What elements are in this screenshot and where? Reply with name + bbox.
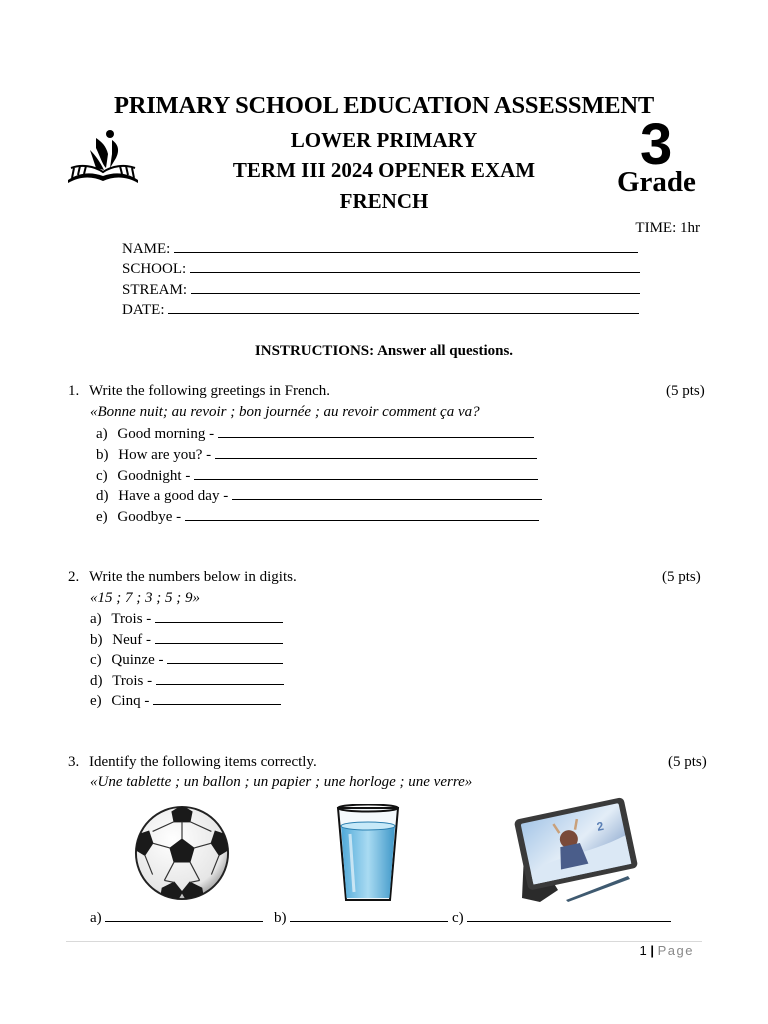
answer-line[interactable] [290,909,448,922]
date-field[interactable] [122,301,639,319]
level-heading: LOWER PRIMARY [290,128,478,152]
name-field[interactable] [122,240,638,258]
answer-line[interactable] [153,692,281,705]
item-text: Goodbye - [117,509,182,525]
question-2 [68,569,297,586]
answer-a [90,909,263,927]
item-text: Quinze - [111,652,164,668]
grade-number: 3 [640,112,673,177]
name-answer-line[interactable] [174,240,638,253]
list-item [96,467,538,485]
item-letter: e) [90,693,102,709]
list-item [90,631,283,649]
instructions-label: INSTRUCTIONS: [254,343,375,359]
question-2-hint: «15 ; 7 ; 3 ; 5 ; 9» [90,590,200,606]
item-letter: d) [90,673,103,689]
question-3 [68,754,317,771]
exam-time: TIME: 1hr [635,220,700,236]
school-answer-line[interactable] [190,260,640,273]
date-answer-line[interactable] [168,301,639,314]
footer-divider [66,941,702,942]
list-item [96,508,539,526]
question-number: 2. [68,569,80,585]
item-letter: a) [96,426,108,442]
answer-line[interactable] [105,909,263,922]
list-item [96,446,537,464]
item-letter: b) [96,447,109,463]
question-2-points: (5 pts) [662,569,701,585]
question-prompt: Write the numbers below in digits. [89,569,297,585]
item-text: Neuf - [112,632,151,648]
item-letter: a) [90,611,102,627]
answer-line[interactable] [467,909,671,922]
exam-heading: TERM III 2024 OPENER EXAM [232,158,536,182]
stream-answer-line[interactable] [191,281,640,294]
question-1 [68,383,330,400]
item-letter: b) [90,632,103,648]
question-prompt: Write the following greetings in French. [89,383,331,399]
item-text: Good morning - [117,426,215,442]
glass-of-water-icon [334,804,402,904]
list-item [96,425,534,443]
item-text: Cinq - [111,693,150,709]
item-letter: a) [90,910,102,926]
answer-line[interactable] [194,467,538,480]
answer-c [452,909,671,927]
answer-line[interactable] [155,631,283,644]
list-item [90,651,283,669]
question-1-points: (5 pts) [666,383,705,399]
item-letter: d) [96,488,109,504]
answer-line[interactable] [156,672,284,685]
item-text: Have a good day - [118,488,229,504]
answer-line[interactable] [232,487,542,500]
page-number: 1 [639,943,647,958]
question-1-hint: «Bonne nuit; au revoir ; bon journée ; au revoir comment ça va? [90,404,480,420]
instructions [0,343,768,360]
page-label: Page [657,943,694,958]
question-prompt: Identify the following items correctly. [89,754,317,770]
school-label: SCHOOL: [122,261,187,277]
tablet-icon [512,794,638,904]
question-number: 3. [68,754,80,770]
answer-line[interactable] [215,446,537,459]
name-label: NAME: [122,241,171,257]
list-item [90,610,283,628]
stream-label: STREAM: [122,282,188,298]
answer-line[interactable] [155,610,283,623]
answer-line[interactable] [185,508,539,521]
list-item [96,487,542,505]
item-letter: c) [90,652,102,668]
soccer-ball-icon [133,804,231,902]
item-text: How are you? - [118,447,212,463]
instructions-text: Answer all questions. [377,343,514,359]
stream-field[interactable] [122,281,640,299]
answer-line[interactable] [167,651,283,664]
subject-heading: FRENCH [339,189,429,213]
document-title: PRIMARY SCHOOL EDUCATION ASSESSMENT [113,92,655,119]
item-letter: e) [96,509,108,525]
question-3-points: (5 pts) [668,754,707,770]
page-footer [640,943,695,958]
answer-line[interactable] [218,425,534,438]
question-number: 1. [68,383,80,399]
grade-label: Grade [617,166,696,198]
item-letter: b) [274,910,287,926]
list-item [90,672,284,690]
item-text: Goodnight - [117,468,191,484]
page-separator: | [650,943,654,958]
date-label: DATE: [122,302,165,318]
question-3-hint: «Une tablette ; un ballon ; un papier ; une horloge ; une verre» [90,774,473,790]
school-field[interactable] [122,260,640,278]
svg-text:2: 2 [595,818,605,834]
item-text: Trois - [112,673,153,689]
item-letter: c) [452,910,464,926]
item-text: Trois - [111,611,152,627]
list-item [90,692,281,710]
answer-b [274,909,448,927]
item-letter: c) [96,468,108,484]
